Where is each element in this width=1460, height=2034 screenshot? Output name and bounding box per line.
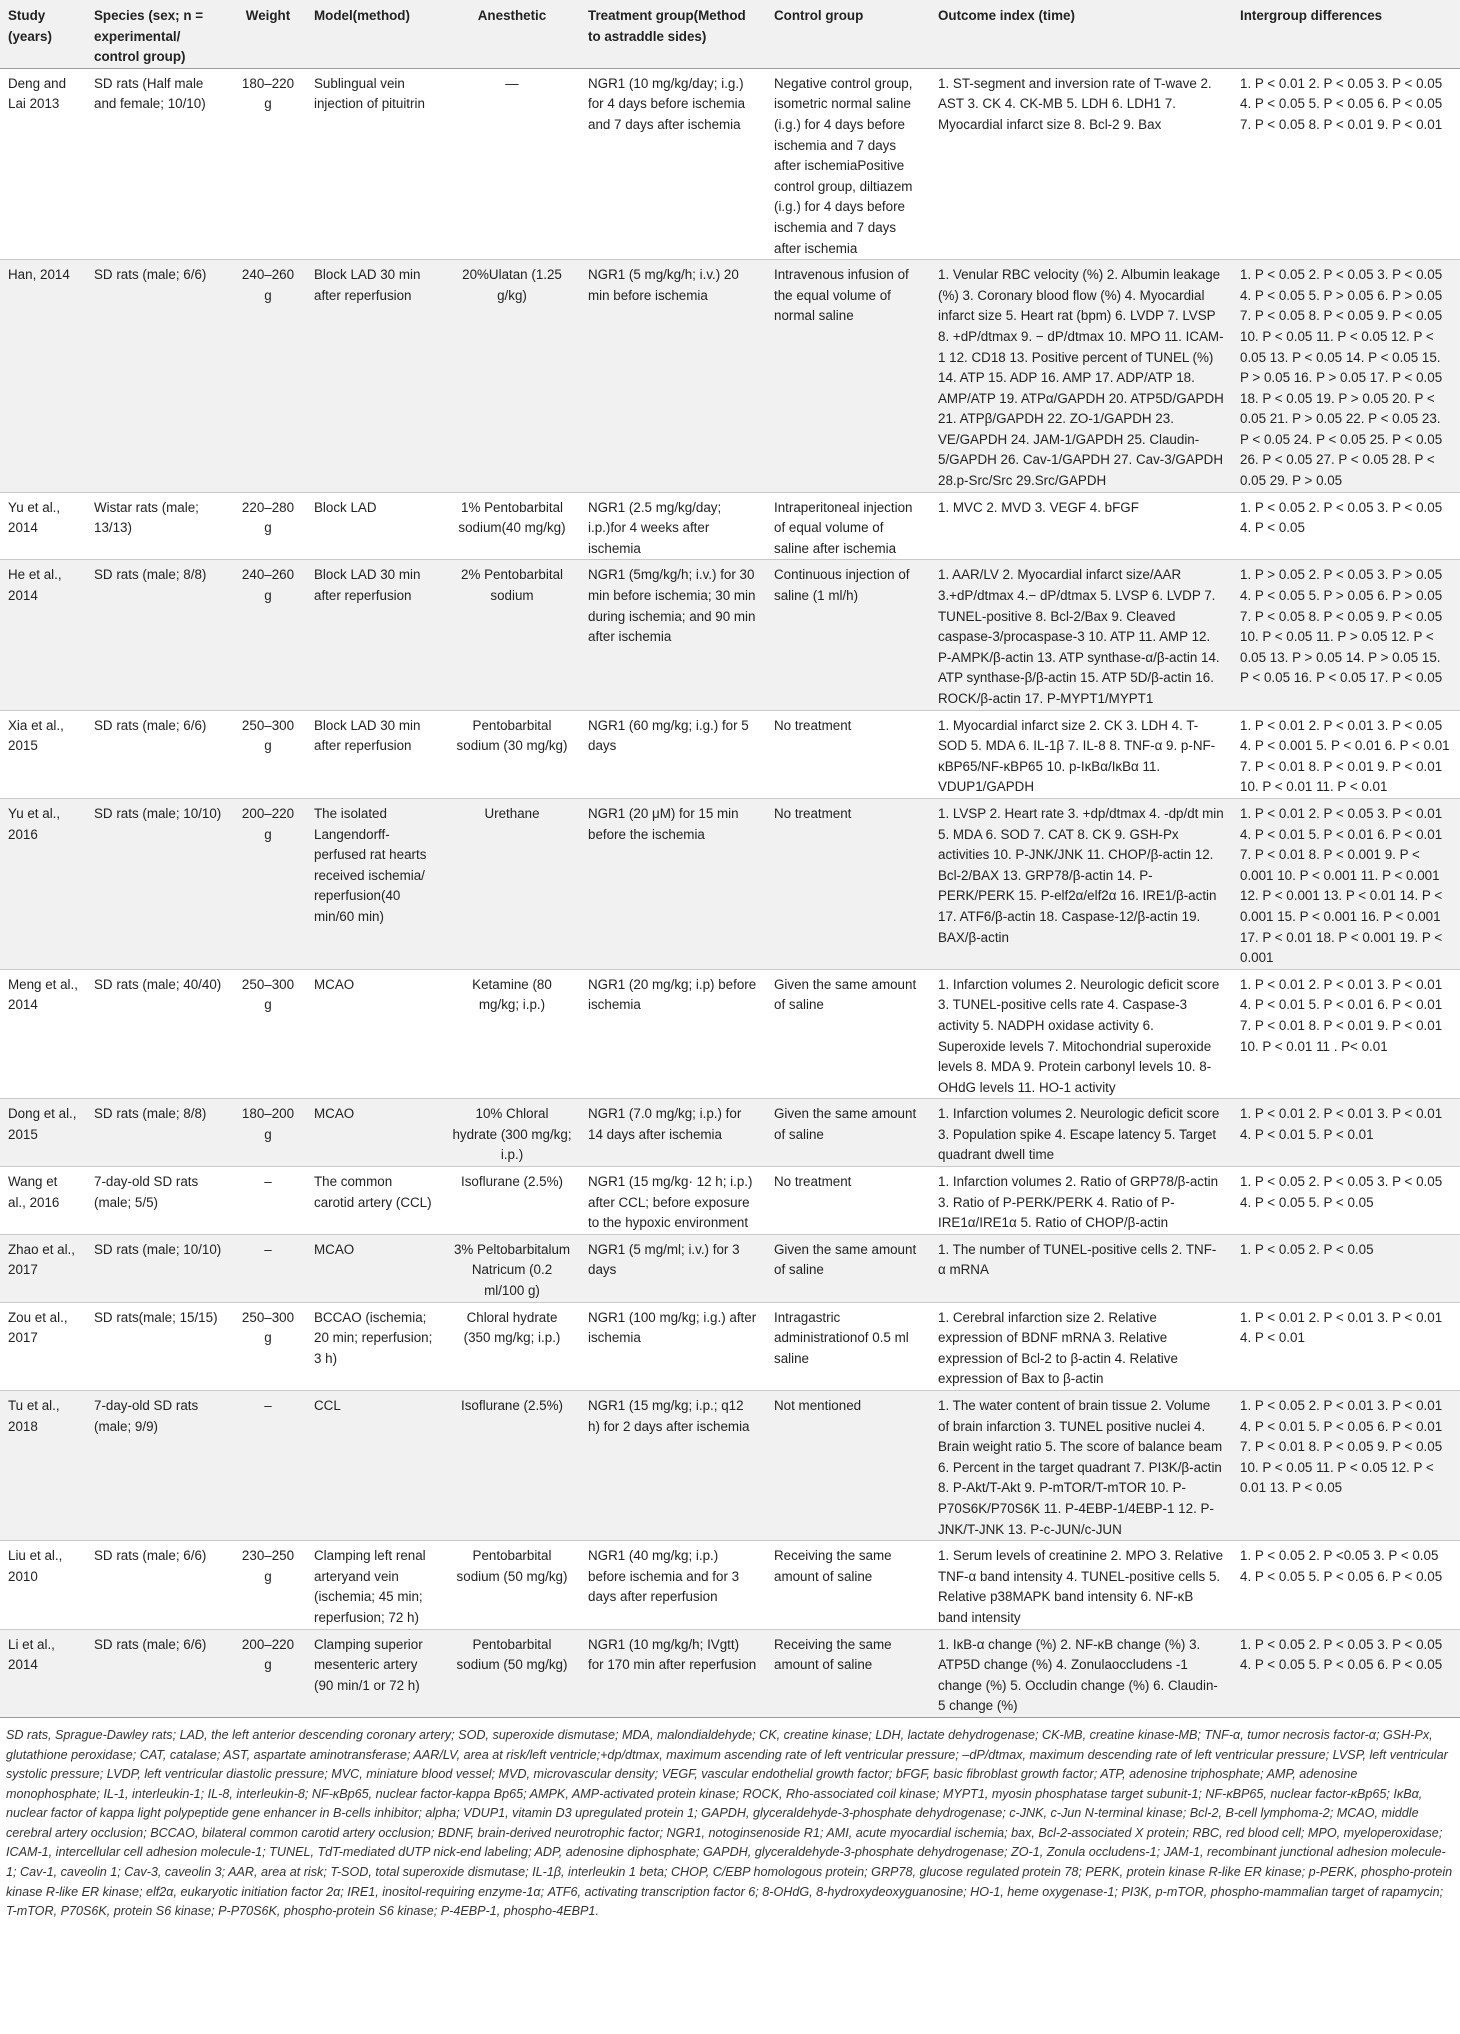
cell-species: SD rats (male; 8/8) xyxy=(94,567,207,583)
cell-treatment: NGR1 (40 mg/kg; i.p.) before ischemia and for 3 days after reperfusion xyxy=(588,1548,740,1605)
cell-differences: 1. P < 0.05 2. P < 0.05 3. P < 0.05 4. P < 0.05 5. P < 0.05 6. P < 0.05 xyxy=(1240,1636,1443,1673)
cell-study: Wang et al., 2016 xyxy=(8,1174,60,1210)
cell-outcome: 1. Infarction volumes 2. Neurologic deficit score 3. Population spike 4. Escape latency 5. Target quadrant dwell time xyxy=(938,1106,1220,1163)
cell-model: Block LAD 30 min after reperfusion xyxy=(314,717,421,754)
cell-species: SD rats (male; 10/10) xyxy=(94,805,222,821)
cell-study: Tu et al., 2018 xyxy=(8,1398,60,1434)
cell-anesthetic: — xyxy=(505,75,519,91)
cell-control: Given the same amount of saline xyxy=(774,976,917,1013)
cell-differences: 1. P < 0.01 2. P < 0.05 3. P < 0.05 4. P < 0.05 5. P < 0.05 6. P < 0.05 7. P < 0.05 8. P < 0.01 9. P < 0.01 xyxy=(1240,75,1443,132)
cell-differences: 1. P < 0.05 2. P < 0.05 3. P < 0.05 4. P < 0.05 5. P < 0.05 xyxy=(1240,1174,1443,1210)
cell-weight: – xyxy=(264,1241,272,1257)
cell-model: MCAO xyxy=(314,976,355,992)
cell-treatment: NGR1 (100 mg/kg; i.g.) after ischemia xyxy=(588,1309,757,1346)
header-study: Study (years) xyxy=(0,0,86,68)
cell-study: Han, 2014 xyxy=(8,267,70,283)
cell-anesthetic: 2% Pentobarbital sodium xyxy=(461,567,563,604)
cell-study: Dong et al., 2015 xyxy=(8,1106,77,1142)
cell-anesthetic: Isoflurane (2.5%) xyxy=(461,1398,563,1413)
table-row xyxy=(0,1541,1460,1629)
cell-outcome: 1. LVSP 2. Heart rate 3. +dp/dtmax 4. -dp/dt min 5. MDA 6. SOD 7. CAT 8. CK 9. GSH-Px activities 10. P-JNK/JNK 11. CHOP/β-actin 12. Bcl-2/BAX 13. GRP78/β-actin 14. P-PERK/PERK 15. P-elf2α/elf2α 16. IRE1/β-actin 17. ATF6/β-actin 18. Caspase-12/β-actin 19. BAX/β-actin xyxy=(938,805,1224,945)
cell-study: Zhao et al., 2017 xyxy=(8,1241,75,1278)
cell-outcome: 1. Cerebral infarction size 2. Relative expression of BDNF mRNA 3. Relative expression of Bcl-2 to β-actin 4. Relative expression of Bax to β-actin xyxy=(938,1309,1178,1387)
cell-treatment: NGR1 (15 mg/kg; i.p.; q12 h) for 2 days after ischemia xyxy=(588,1398,750,1434)
cell-model: Clamping left renal arteryand vein (ischemia; 45 min; reperfusion; 72 h) xyxy=(314,1548,426,1625)
cell-species: SD rats (male; 40/40) xyxy=(94,976,222,992)
cell-anesthetic: Isoflurane (2.5%) xyxy=(461,1174,563,1190)
cell-treatment: NGR1 (5 mg/kg/h; i.v.) 20 min before ischemia xyxy=(588,267,739,303)
cell-treatment: NGR1 (20 μM) for 15 min before the ischemia xyxy=(588,805,739,842)
cell-weight: 200–220 g xyxy=(241,1636,295,1673)
cell-weight: 180–200 g xyxy=(241,1106,295,1142)
cell-outcome: 1. ST-segment and inversion rate of T-wave 2. AST 3. CK 4. CK-MB 5. LDH 6. LDH1 7. Myocardial infarct size 8. Bcl-2 9. Bax xyxy=(938,75,1212,132)
cell-control: Given the same amount of saline xyxy=(774,1241,917,1278)
cell-model: MCAO xyxy=(314,1241,355,1257)
cell-differences: 1. P < 0.05 2. P < 0.05 3. P < 0.05 4. P < 0.05 xyxy=(1240,499,1443,536)
table-header-row xyxy=(0,0,1460,68)
cell-weight: 250–300 g xyxy=(241,717,295,754)
cell-weight: 240–260 g xyxy=(241,567,295,604)
cell-treatment: NGR1 (10 mg/kg/h; IVgtt) for 170 min after reperfusion xyxy=(588,1636,757,1673)
cell-anesthetic: Urethane xyxy=(484,805,540,821)
cell-weight: 250–300 g xyxy=(241,1309,295,1346)
table-row xyxy=(0,1302,1460,1390)
cell-outcome: 1. The number of TUNEL-positive cells 2. TNF-α mRNA xyxy=(938,1241,1217,1278)
table-row xyxy=(0,798,1460,969)
cell-anesthetic: 3% Peltobarbitalum Natricum (0.2 ml/100 g) xyxy=(453,1241,571,1299)
cell-model: BCCAO (ischemia; 20 min; reperfusion; 3 h) xyxy=(314,1309,433,1366)
cell-anesthetic: Pentobarbital sodium (50 mg/kg) xyxy=(456,1636,568,1673)
header-species: Species (sex; n = experimental/ control group) xyxy=(86,0,230,68)
cell-control: Intraperitoneal injection of equal volume of saline after ischemia xyxy=(774,499,913,556)
cell-study: Deng and Lai 2013 xyxy=(8,75,67,112)
cell-model: The common carotid artery (CCL) xyxy=(314,1174,432,1210)
cell-species: 7-day-old SD rats (male; 5/5) xyxy=(94,1174,199,1210)
cell-differences: 1. P > 0.05 2. P < 0.05 3. P > 0.05 4. P < 0.05 5. P > 0.05 6. P > 0.05 7. P < 0.05 8. P < 0.05 9. P < 0.05 10. P < 0.05 11. P > 0.05 12. P < 0.05 13. P > 0.05 14. P > 0.05 15. P < 0.05 16. P < 0.05 17. P < 0.05 xyxy=(1240,567,1443,686)
header-outcome-index: Outcome index (time) xyxy=(930,0,1232,68)
cell-control: Intragastric administrationof 0.5 ml saline xyxy=(774,1309,909,1366)
cell-treatment: NGR1 (15 mg/kg· 12 h; i.p.) after CCL; before exposure to the hypoxic environment xyxy=(588,1174,753,1231)
cell-differences: 1. P < 0.05 2. P < 0.05 3. P < 0.05 4. P < 0.05 5. P > 0.05 6. P > 0.05 7. P < 0.05 8. P < 0.05 9. P < 0.05 10. P < 0.05 11. P < 0.05 12. P < 0.05 13. P < 0.05 14. P < 0.05 15. P > 0.05 16. P > 0.05 17. P < 0.05 18. P < 0.05 19. P > 0.05 20. P < 0.05 21. P > 0.05 22. P < 0.05 23. P < 0.05 24. P < 0.05 25. P < 0.05 26. P < 0.05 27. P < 0.05 28. P < 0.05 29. P > 0.05 xyxy=(1240,267,1443,489)
cell-species: SD rats (male; 6/6) xyxy=(94,717,207,733)
cell-anesthetic: Pentobarbital sodium (50 mg/kg) xyxy=(456,1548,568,1584)
table-row xyxy=(0,710,1460,798)
cell-control: Receiving the same amount of saline xyxy=(774,1636,892,1673)
table-row xyxy=(0,260,1460,493)
cell-control: No treatment xyxy=(774,1174,852,1190)
cell-differences: 1. P < 0.05 2. P < 0.05 xyxy=(1240,1241,1374,1257)
table-row xyxy=(0,560,1460,710)
table-row xyxy=(0,68,1460,259)
cell-outcome: 1. AAR/LV 2. Myocardial infarct size/AAR 3.+dP/dtmax 4.− dP/dtmax 5. LVSP 6. LVDP 7. TUNEL-positive 8. Bcl-2/Bax 9. Cleaved caspase-3/procaspase-3 10. ATP 11. AMP 12. P-AMPK/β-actin 13. ATP synthase-α/β-actin 14. ATP synthase-β/β-actin 15. ATP 5D/β-actin 16. ROCK/β-actin 17. P-MYPT1/MYPT1 xyxy=(938,567,1220,706)
cell-outcome: 1. IκB-α change (%) 2. NF-κB change (%) 3. ATP5D change (%) 4. Zonulaoccludens -1 change (%) 5. Occludin change (%) 6. Claudin-5 change (%) xyxy=(938,1636,1218,1714)
cell-outcome: 1. The water content of brain tissue 2. Volume of brain infarction 3. TUNEL positive nuclei 4. Brain weight ratio 5. The score of balance beam 6. Percent in the target quadrant 7. PI3K/β-actin 8. P-Akt/T-Akt 9. P-mTOR/T-mTOR 10. P-P70S6K/P70S6K 11. P-4EBP-1/4EBP-1 12. P-JNK/T-JNK 13. P-c-JUN/c-JUN xyxy=(938,1398,1223,1537)
table-row xyxy=(0,1099,1460,1167)
cell-anesthetic: Pentobarbital sodium (30 mg/kg) xyxy=(456,717,568,754)
cell-treatment: NGR1 (20 mg/kg; i.p) before ischemia xyxy=(588,976,757,1013)
cell-model: Block LAD 30 min after reperfusion xyxy=(314,267,421,303)
cell-differences: 1. P < 0.05 2. P < 0.01 3. P < 0.01 4. P < 0.01 5. P < 0.05 6. P < 0.01 7. P < 0.01 8. P < 0.05 9. P < 0.05 10. P < 0.05 11. P < 0.05 12. P < 0.01 13. P < 0.05 xyxy=(1240,1398,1443,1496)
cell-differences: 1. P < 0.01 2. P < 0.01 3. P < 0.05 4. P < 0.001 5. P < 0.01 6. P < 0.01 7. P < 0.01 8. P < 0.01 9. P < 0.01 10. P < 0.01 11. P < 0.01 xyxy=(1240,717,1450,795)
cell-weight: 250–300 g xyxy=(241,976,295,1013)
header-anesthetic: Anesthetic xyxy=(444,0,580,68)
table-row xyxy=(0,1234,1460,1302)
cell-weight: 240–260 g xyxy=(241,267,295,303)
cell-differences: 1. P < 0.01 2. P < 0.01 3. P < 0.01 4. P < 0.01 xyxy=(1240,1309,1443,1346)
cell-outcome: 1. Infarction volumes 2. Ratio of GRP78/β-actin 3. Ratio of P-PERK/PERK 4. Ratio of P-IRE1α/IRE1α 5. Ratio of CHOP/β-actin xyxy=(938,1174,1219,1231)
table-row xyxy=(0,492,1460,560)
cell-model: CCL xyxy=(314,1398,341,1413)
cell-species: 7-day-old SD rats (male; 9/9) xyxy=(94,1398,199,1434)
cell-weight: 180–220 g xyxy=(241,75,295,112)
cell-model: MCAO xyxy=(314,1106,355,1122)
cell-treatment: NGR1 (5 mg/ml; i.v.) for 3 days xyxy=(588,1241,740,1278)
cell-outcome: 1. Myocardial infarct size 2. CK 3. LDH 4. T-SOD 5. MDA 6. IL-1β 7. IL-8 8. TNF-α 9. p-NF-κBP65/NF-κBP65 10. p-IκBα/IκBα 11. VDUP1/GAPDH xyxy=(938,717,1216,795)
cell-control: Receiving the same amount of saline xyxy=(774,1548,892,1584)
cell-species: SD rats (male; 8/8) xyxy=(94,1106,207,1122)
cell-model: Sublingual vein injection of pituitrin xyxy=(314,75,425,112)
cell-species: Wistar rats (male; 13/13) xyxy=(94,499,199,536)
cell-treatment: NGR1 (10 mg/kg/day; i.g.) for 4 days before ischemia and 7 days after ischemia xyxy=(588,75,746,132)
table-row xyxy=(0,1167,1460,1235)
cell-treatment: NGR1 (5mg/kg/h; i.v.) for 30 min before ischemia; 30 min during ischemia; and 90 min after ischemia xyxy=(588,567,756,645)
cell-control: Continuous injection of saline (1 ml/h) xyxy=(774,567,910,604)
cell-anesthetic: Chloral hydrate (350 mg/kg; i.p.) xyxy=(463,1309,561,1346)
cell-study: He et al., 2014 xyxy=(8,567,62,604)
table-row xyxy=(0,1391,1460,1541)
cell-differences: 1. P < 0.01 2. P < 0.01 3. P < 0.01 4. P < 0.01 5. P < 0.01 6. P < 0.01 7. P < 0.01 8. P < 0.01 9. P < 0.01 10. P < 0.01 11 . P< 0.01 xyxy=(1240,976,1443,1054)
cell-anesthetic: 20%Ulatan (1.25 g/kg) xyxy=(462,267,562,303)
cell-species: SD rats (male; 10/10) xyxy=(94,1241,222,1257)
cell-treatment: NGR1 (60 mg/kg; i.g.) for 5 days xyxy=(588,717,749,754)
cell-weight: 220–280 g xyxy=(241,499,295,536)
cell-species: SD rats (male; 6/6) xyxy=(94,1636,207,1652)
cell-species: SD rats (male; 6/6) xyxy=(94,1548,207,1564)
cell-weight: 200–220 g xyxy=(241,805,295,842)
cell-model: Block LAD 30 min after reperfusion xyxy=(314,567,421,604)
cell-control: Given the same amount of saline xyxy=(774,1106,917,1142)
cell-control: No treatment xyxy=(774,805,852,821)
cell-species: SD rats (male; 6/6) xyxy=(94,267,207,283)
cell-differences: 1. P < 0.01 2. P < 0.01 3. P < 0.01 4. P < 0.01 5. P < 0.01 xyxy=(1240,1106,1443,1142)
table-row xyxy=(0,1629,1460,1717)
cell-study: Liu et al., 2010 xyxy=(8,1548,63,1584)
cell-species: SD rats (Half male and female; 10/10) xyxy=(94,75,206,112)
header-model: Model(method) xyxy=(306,0,444,68)
cell-study: Yu et al., 2014 xyxy=(8,499,61,536)
cell-study: Li et al., 2014 xyxy=(8,1636,55,1673)
cell-control: Negative control group, isometric normal saline (i.g.) for 4 days before ischemia and 7 days after ischemiaPositive control group, diltiazem (i.g.) for 4 days before ischemia and 7 days after ischemia xyxy=(774,75,913,256)
cell-study: Meng et al., 2014 xyxy=(8,976,78,1013)
cell-weight: – xyxy=(264,1398,272,1413)
cell-model: The isolated Langendorff-perfused rat hearts received ischemia/ reperfusion(40 min/60 min) xyxy=(314,805,427,924)
cell-outcome: 1. MVC 2. MVD 3. VEGF 4. bFGF xyxy=(938,499,1139,515)
table-footnote: SD rats, Sprague-Dawley rats; LAD, the left anterior descending coronary artery; SOD, superoxide dismutase; MDA, malondialdehyde; CK, creatine kinase; LDH, lactate dehydrogenase; CK-MB, creatine kinase-MB; TNF-α, tumor necrosis factor-α; GSH-Px, glutathione peroxidase; CAT, catalase; AST, aspartate aminotransferase; AAR/LV, area at risk/left ventricle;+dp/dtmax, maximum ascending rate of left ventricular pressure; –dP/dtmax, maximum descending rate of left ventricular pressure; LVSP, left ventricular systolic pressure; LVDP, left ventricular diastolic pressure; MVC, miniature blood vessel; MVD, microvascular density; VEGF, vascular endothelial growth factor; bFGF, basic fibroblast growth factor; ATP, adenosine triphosphate; AMP, adenosine monophosphate; IL-1, interleukin-1; IL-8, interleukin-8; NF-κBp65, nuclear factor-kappa Bp65; AMPK, AMP-activated protein kinase; ROCK, Rho-associated coil kinase; MYPT1, myosin phosphatase target subunit-1; NF-κBP65, nuclear factor-κBp65; IκBα, nuclear factor of kappa light polypeptide gene enhancer in B-cells inhibitor; alpha; VDUP1, vitamin D3 upregulated protein 1; GAPDH, glyceraldehyde-3-phosphate dehydrogenase; c-JNK, c-Jun N-terminal kinase; Bcl-2, B-cell lymphoma-2; MCAO, middle cerebral artery occlusion; BCCAO, bilateral common carotid artery occlusion; BDNF, brain-derived neurotrophic factor; NGR1, notoginsenoside R1; AMI, acute myocardial ischemia; bax, Bcl-2-associated X protein; RBC, red blood cell; MPO, myeloperoxidase; ICAM-1, intercellular cell adhesion molecule-1; TUNEL, TdT-mediated dUTP nick-end labeling; ADP, adenosine diphosphate; GAPDH, glyceraldehyde-3-phosphate dehydrogenase; ZO-1, Zonula occludens-1; JAM-1, recombinant junctional adhesion molecule-1; Cav-1, caveolin 1; Cav-3, caveolin 3; AAR, area at risk; T-SOD, total superoxide dismutase; IL-1β, interleukin 1 beta; CHOP, C/EBP homologous protein; GRP78, glucose regulated protein 78; PERK, protein kinase R-like ER kinase; p-PERK, phospho-protein kinase R-like ER kinase; elf2α, eukaryotic initiation factor 2α; IRE1, inositol-requiring enzyme-1α; ATF6, activating transcription factor 6; 8-OHdG, 8-hydroxydeoxyguanosine; HO-1, heme oxygenase-1; PI3K, p-mTOR, phospho-mammalian target of rapamycin; T-mTOR, P70S6K, protein S6 kinase; P-P70S6K, phospho-protein S6 kinase; P-4EBP-1, phospho-4EBP1. xyxy=(6,1727,1453,1919)
cell-study: Yu et al., 2016 xyxy=(8,805,61,842)
cell-anesthetic: 1% Pentobarbital sodium(40 mg/kg) xyxy=(458,499,566,536)
cell-control: Intravenous infusion of the equal volume of normal saline xyxy=(774,267,909,324)
cell-study: Xia et al., 2015 xyxy=(8,717,64,754)
cell-weight: – xyxy=(264,1174,272,1190)
cell-control: Not mentioned xyxy=(774,1398,862,1413)
header-treatment-group: Treatment group(Method to astraddle sides) xyxy=(580,0,766,68)
cell-outcome: 1. Venular RBC velocity (%) 2. Albumin leakage (%) 3. Coronary blood flow (%) 4. Myocardial infarct size 5. Heart rat (bpm) 6. LVDP 7. LVSP 8. +dP/dtmax 9. − dP/dtmax 10. MPO 11. ICAM-1 12. CD18 13. Positive percent of TUNEL (%) 14. ATP 15. ADP 16. AMP 17. ADP/ATP 18. AMP/ATP 19. ATPα/GAPDH 20. ATP5D/GAPDH 21. ATPβ/GAPDH 22. ZO-1/GAPDH 23. VE/GAPDH 24. JAM-1/GAPDH 25. Claudin-5/GAPDH 26. Cav-1/GAPDH 27. Cav-3/GAPDH 28.p-Src/Src 29.Src/GAPDH xyxy=(938,267,1224,489)
cell-outcome: 1. Infarction volumes 2. Neurologic deficit score 3. TUNEL-positive cells rate 4. Caspase-3 activity 5. NADPH oxidase activity 6. Superoxide levels 7. Mitochondrial superoxide levels 8. MDA 9. Protein carbonyl levels 10. 8-OHdG levels 11. HO-1 activity xyxy=(938,976,1220,1095)
table-row xyxy=(0,969,1460,1099)
cell-differences: 1. P < 0.05 2. P <0.05 3. P < 0.05 4. P < 0.05 5. P < 0.05 6. P < 0.05 xyxy=(1240,1548,1443,1584)
cell-model: Block LAD xyxy=(314,499,377,515)
cell-treatment: NGR1 (2.5 mg/kg/day; i.p.)for 4 weeks after ischemia xyxy=(588,499,722,556)
cell-anesthetic: 10% Chloral hydrate (300 mg/kg; i.p.) xyxy=(452,1106,572,1163)
cell-weight: 230–250 g xyxy=(241,1548,295,1584)
cell-treatment: NGR1 (7.0 mg/kg; i.p.) for 14 days after ischemia xyxy=(588,1106,742,1142)
cell-species: SD rats(male; 15/15) xyxy=(94,1309,218,1325)
header-control-group: Control group xyxy=(766,0,930,68)
header-intergroup-differences: Intergroup differences xyxy=(1232,0,1460,68)
cell-outcome: 1. Serum levels of creatinine 2. MPO 3. Relative TNF-α band intensity 4. TUNEL-positive cells 5. Relative p38MAPK band intensity 6. NF-κB band intensity xyxy=(938,1548,1224,1625)
cell-model: Clamping superior mesenteric artery (90 min/1 or 72 h) xyxy=(314,1636,423,1693)
header-weight: Weight xyxy=(230,0,306,68)
cell-differences: 1. P < 0.01 2. P < 0.05 3. P < 0.01 4. P < 0.01 5. P < 0.01 6. P < 0.01 7. P < 0.01 8. P < 0.001 9. P < 0.001 10. P < 0.001 11. P < 0.001 12. P < 0.001 13. P < 0.01 14. P < 0.001 15. P < 0.001 16. P < 0.001 17. P < 0.01 18. P < 0.001 19. P < 0.001 xyxy=(1240,805,1443,966)
cell-anesthetic: Ketamine (80 mg/kg; i.p.) xyxy=(472,976,552,1013)
cell-study: Zou et al., 2017 xyxy=(8,1309,68,1346)
cell-control: No treatment xyxy=(774,717,852,733)
